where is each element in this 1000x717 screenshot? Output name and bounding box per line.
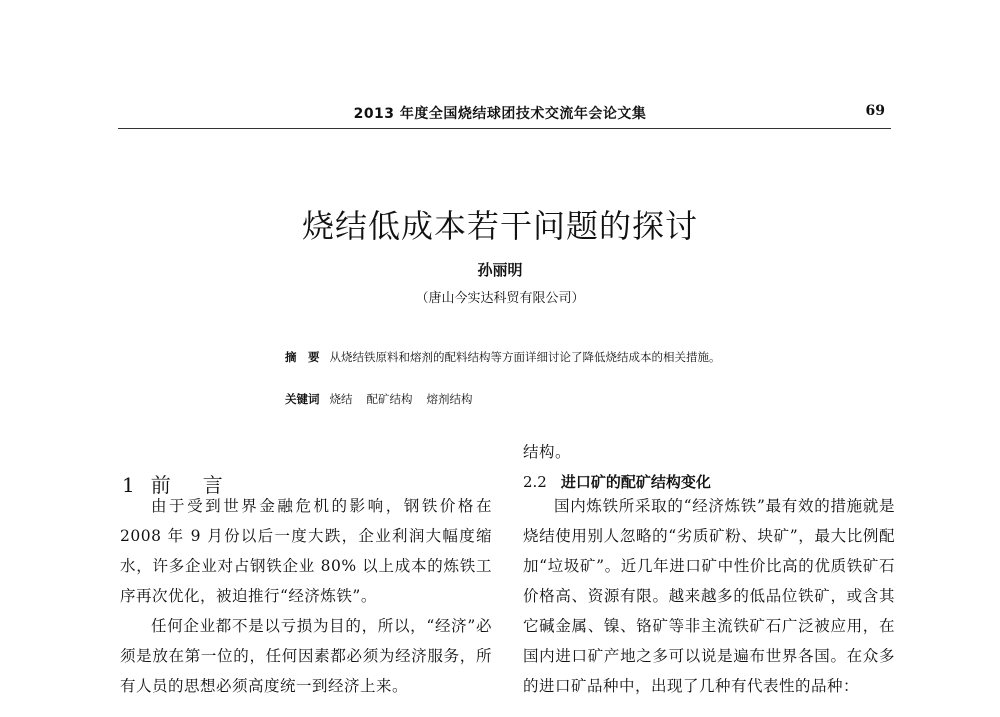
right-column-carryover bbox=[523, 437, 895, 467]
subsection-number: 2.2 bbox=[523, 473, 547, 491]
subsection-title: 进口矿的配矿结构变化 bbox=[560, 473, 711, 491]
keywords-label: 关键词 bbox=[285, 392, 320, 406]
keywords-line bbox=[285, 389, 765, 409]
page-number: 69 bbox=[865, 103, 885, 119]
keyword: 配矿结构 bbox=[366, 392, 413, 406]
section-title: 前 言 bbox=[150, 472, 229, 497]
abstract-label: 摘 要 bbox=[285, 350, 320, 364]
paragraph: 任何企业都不是以亏损为目的，所以，“经济”必须是放在第一位的，任何因素都必须为经济服务，所有人员的思想必须高度统一到经济上来。 bbox=[120, 617, 492, 695]
section-number: 1 bbox=[122, 472, 135, 497]
paragraph: 由于受到世界金融危机的影响，钢铁价格在 2008 年 9 月份以后一度大跌，企业利润大幅度缩水，许多企业对占钢铁企业 80% 以上成本的炼铁工序再次优化，被迫推行“经济炼铁”。 bbox=[120, 497, 492, 605]
header-rule bbox=[118, 128, 891, 129]
abstract bbox=[258, 346, 758, 368]
author-affiliation: （唐山今实达科贸有限公司） bbox=[415, 291, 585, 306]
left-column-body bbox=[120, 491, 492, 701]
right-column-body bbox=[523, 491, 895, 701]
paper-title: 烧结低成本若干问题的探讨 bbox=[301, 207, 698, 246]
keyword: 熔剂结构 bbox=[426, 392, 473, 406]
paragraph: 国内炼铁所采取的“经济炼铁”最有效的措施就是烧结使用别人忽略的“劣质矿粉、块矿”，最大比例配加“垃圾矿”。近几年进口矿中性价比高的优质铁矿石价格高、资源有限。越来越多的低品位铁矿，或含其它碱金属、镍、铬矿等非主流铁矿石广泛被应用，在国内进口矿产地之多可以说是遍布世界各国。在众多的进口矿品种中，出现了几种有代表性的品种： bbox=[523, 497, 895, 695]
author-name: 孙丽明 bbox=[477, 261, 523, 279]
keyword: 烧结 bbox=[329, 392, 353, 406]
abstract-text: 从烧结铁原料和熔剂的配料结构等方面详细讨论了降低烧结成本的相关措施。 bbox=[329, 350, 721, 364]
running-header-title: 2013 年度全国烧结球团技术交流年会论文集 bbox=[353, 106, 647, 122]
carryover-text: 结构。 bbox=[523, 443, 572, 461]
